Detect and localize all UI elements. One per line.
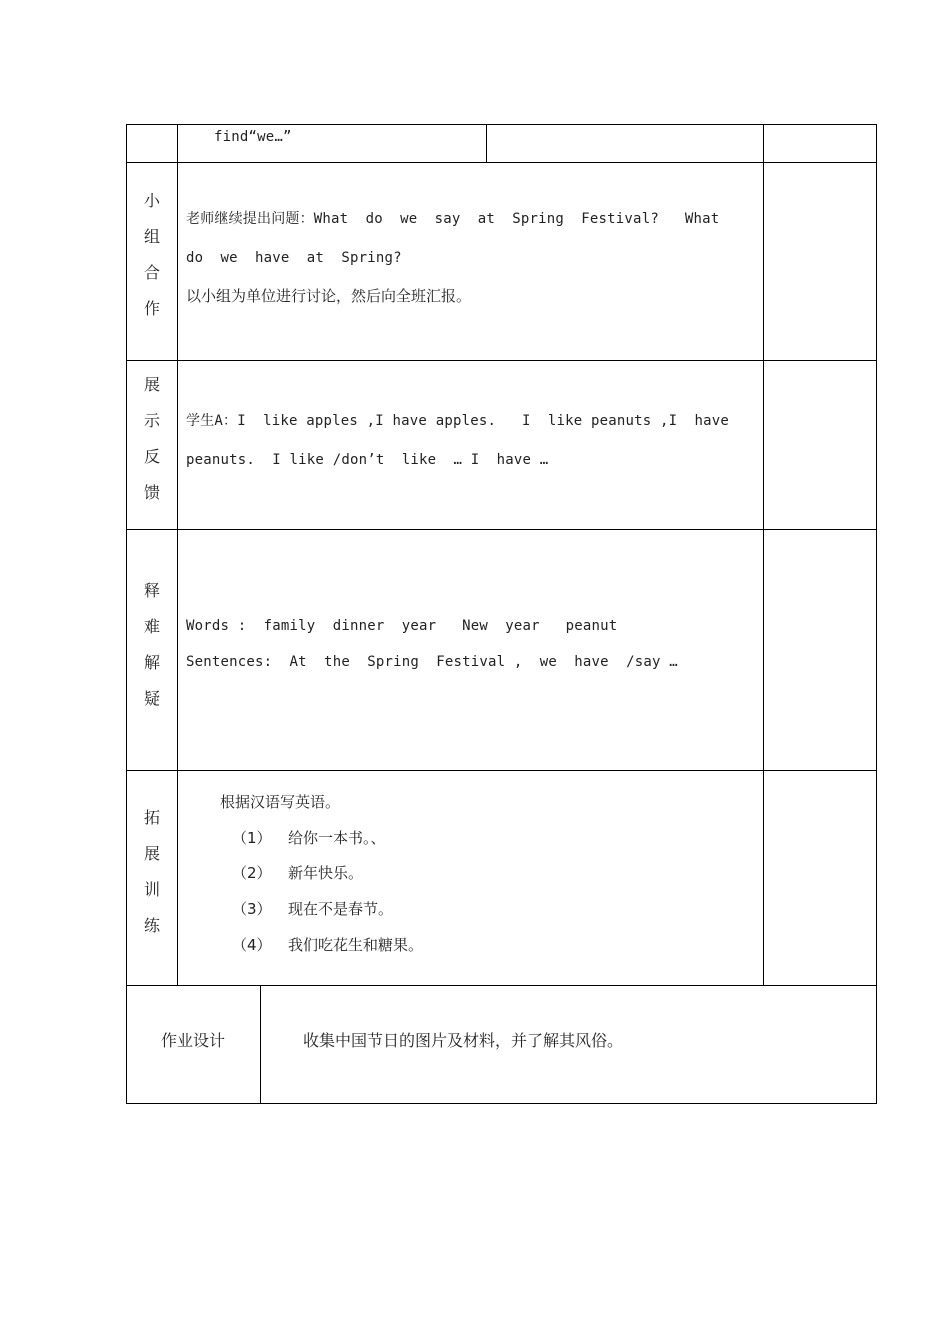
row3-label-char: 释 [143,581,160,600]
row1-label-char: 小 [143,191,160,210]
row3-label [127,573,177,717]
row3-label-char: 难 [143,617,160,636]
row4-label [127,800,177,944]
row1-label-char: 作 [143,299,160,318]
table-row-divider [126,770,877,771]
row4-label-char: 展 [143,844,160,863]
table-row-divider [126,985,877,986]
exercise-text: 现在不是春节。 [288,900,394,918]
row1-line2: do we have at Spring? [186,250,402,266]
exercise-text: 新年快乐。 [288,864,364,882]
exercise-number: （2） [232,864,272,882]
row4-intro: 根据汉语写英语。 [220,793,341,811]
row2-label-char: 反 [143,447,160,466]
row3-label-char: 疑 [143,689,160,708]
exercise-text: 我们吃花生和糖果。 [288,936,424,954]
notes-column-divider [763,124,764,986]
table-row-divider [126,360,877,361]
row1-line3: 以小组为单位进行讨论，然后向全班汇报。 [186,287,472,305]
table-row-divider [126,162,877,163]
exercise-number: （1） [232,829,272,847]
table-border-top [126,124,877,125]
table-row-divider [126,529,877,530]
row1-label [127,183,177,327]
row2-label-char: 示 [143,411,160,430]
row1-line1: 老师继续提出问题：What do we say at Spring Festival? What [186,211,720,227]
exercise-number: （3） [232,900,272,918]
row0-content: find“we…” [214,129,292,145]
exercise-number: （4） [232,936,272,954]
row3-label-char: 解 [143,653,160,672]
row4-label-char: 训 [143,880,160,899]
row1-label-char: 组 [143,227,160,246]
homework-label: 作业设计 [161,1031,226,1050]
homework-label-divider [260,985,261,1104]
row2-label-char: 馈 [143,483,160,502]
row4-label-char: 练 [143,916,160,935]
table-border-right [876,124,877,1104]
row2-line1: 学生A：I like apples ,I have apples. I like peanuts ,I have [186,413,730,429]
row0-inner-divider [486,124,487,163]
table-border-bottom [126,1103,877,1104]
row4-label-char: 拓 [143,808,160,827]
row1-label-char: 合 [143,263,160,282]
label-column-divider [177,124,178,986]
homework-content: 收集中国节日的图片及材料，并了解其风俗。 [303,1031,624,1050]
exercise-text: 给你一本书。、 [288,829,386,847]
row2-label [127,367,177,511]
row3-words: Words : family dinner year New year peanut [186,618,618,634]
row2-line2: peanuts. I like /don’t like … I have … [186,452,549,468]
row3-sentences: Sentences: At the Spring Festival , we have /say … [186,654,678,670]
row2-label-char: 展 [143,375,160,394]
